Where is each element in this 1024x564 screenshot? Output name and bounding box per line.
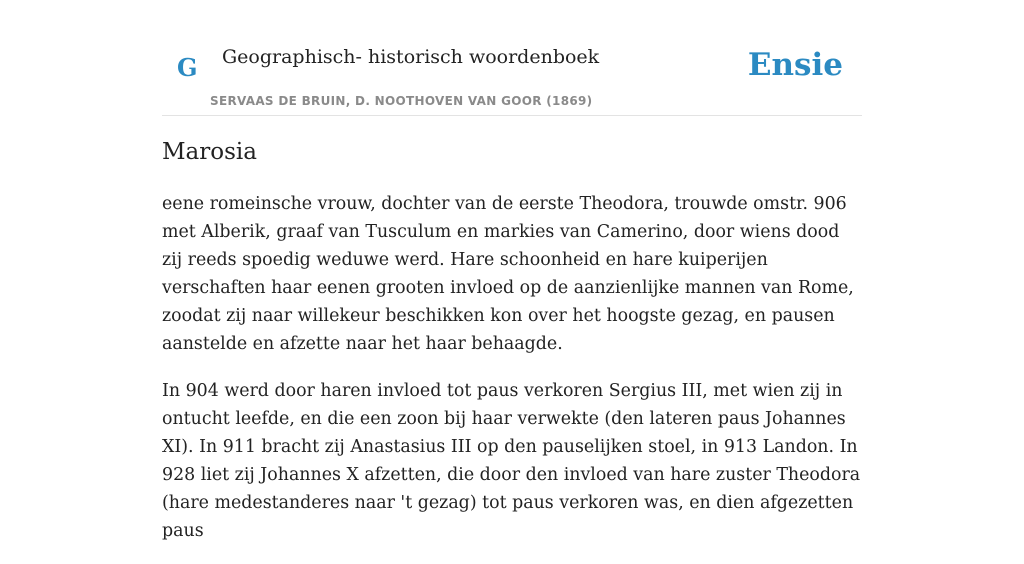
entry-paragraph: In 904 werd door haren invloed tot paus verkoren Sergius III, met wien zij in ontucht leefde, en die een zoon bij haar verwekte (den lateren paus Johannes XI). In 911 bracht zij Anastasius III op den pauselijken stoel, in 913 Landon. In 928 liet zij Johannes X afzetten, die door den invloed van hare zuster Theodora (hare medestanderes naar 't gezag) tot paus verkoren was, en dien afgezetten paus <box>162 380 861 541</box>
ensie-logo-link[interactable]: Ensie <box>747 47 843 83</box>
book-header <box>162 30 862 116</box>
entry-paragraph: eene romeinsche vrouw, dochter van de eerste Theodora, trouwde omstr. 906 met Alberik, graaf van Tusculum en markies van Camerino, door wiens dood zij reeds spoedig weduwe werd. Hare schoonheid en hare kuiperijen verschaften haar eenen grooten invloed op de aanzienlijke mannen van Rome, zoodat zij naar willekeur beschikken kon over het hoogste gezag, en pausen aanstelde en afzette naar het haar behaagde. <box>162 193 854 354</box>
book-title-link[interactable]: Geographisch- historisch woordenboek <box>222 46 600 68</box>
entry <box>162 138 862 564</box>
book-authors-year: SERVAAS DE BRUIN, D. NOOTHOVEN VAN GOOR (1869) <box>210 94 593 108</box>
book-letter-icon: G <box>177 53 198 82</box>
entry-title: Marosia <box>162 139 257 165</box>
entry-body <box>162 190 862 545</box>
